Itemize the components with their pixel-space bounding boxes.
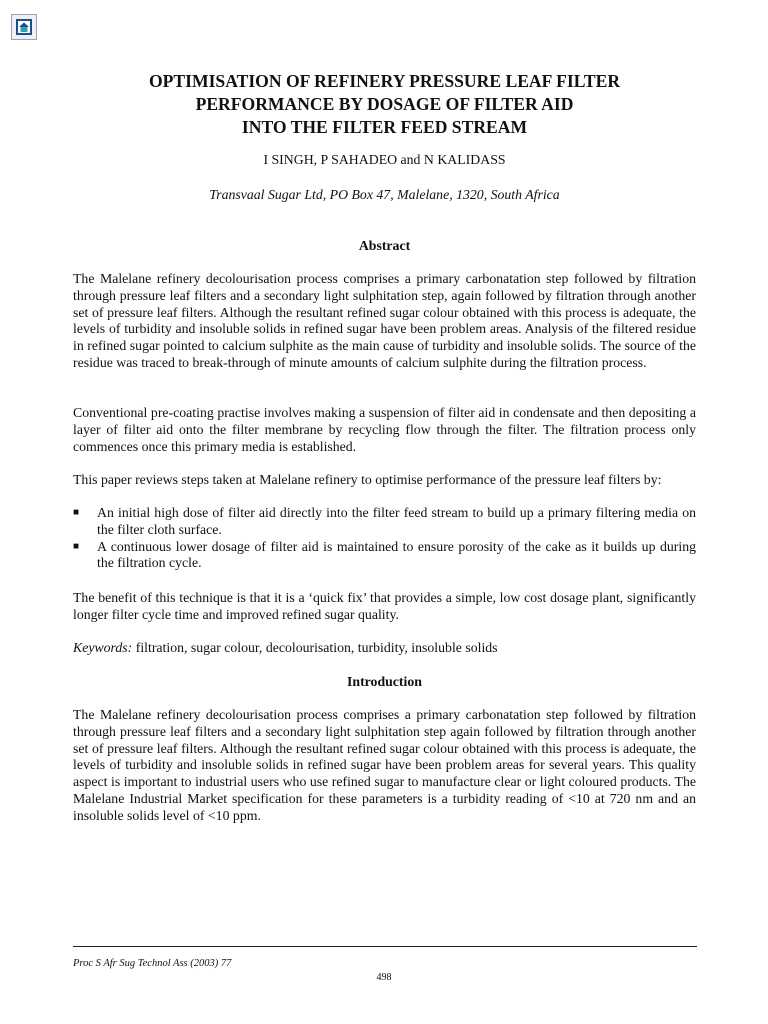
abstract-paragraph: This paper reviews steps taken at Malelane refinery to optimise performance of the pressure leaf filters by: (73, 472, 662, 487)
abstract-paragraph: The benefit of this technique is that it is a ‘quick fix’ that provides a simple, low cost dosage plant, significantly longer filter cycle time and improved refined sugar quality. (73, 590, 696, 622)
list-item-text: A continuous lower dosage of filter aid is maintained to ensure porosity of the cake as it builds up during the filtration cycle. (97, 538, 696, 571)
paper-title (73, 70, 696, 139)
page-number: 498 (376, 972, 392, 983)
list-item (73, 539, 696, 573)
bullet-icon: ■ (73, 540, 80, 552)
footer-divider (73, 946, 697, 947)
home-button[interactable] (11, 14, 37, 40)
bullet-icon: ■ (73, 507, 80, 518)
title-line: OPTIMISATION OF REFINERY PRESSURE LEAF FILTER (148, 71, 621, 91)
abstract-heading: Abstract (358, 238, 411, 253)
list-item-text: An initial high dose of filter aid directly into the filter feed stream to build up a primary filtering media on the filter cloth surface. (97, 505, 696, 537)
authors: I SINGH, P SAHADEO and N KALIDASS (263, 152, 506, 167)
abstract-paragraph: The Malelane refinery decolourisation process comprises a primary carbonatation step followed by filtration through pressure leaf filters and a secondary light sulphitation step, again followed by filtration through another set of pressure leaf filters. Although the resultant refined sugar colour obtained with this process is adequate, the levels of turbidity and insoluble solids in refined sugar have been problem areas. Analysis of the filtered residue in refined sugar pointed to calcium sulphite as the main cause of turbidity and insoluble solids. The source of the residue was traced to break-through of minute amounts of calcium sulphite during the filtration process. (73, 271, 696, 370)
title-line: INTO THE FILTER FEED STREAM (241, 117, 528, 137)
introduction-heading: Introduction (347, 674, 422, 689)
keywords (73, 640, 696, 657)
keywords-text: filtration, sugar colour, decolourisation, turbidity, insoluble solids (132, 640, 498, 655)
title-line: PERFORMANCE BY DOSAGE OF FILTER AID (195, 94, 574, 114)
abstract-bullet-list (73, 505, 696, 572)
footer-citation: Proc S Afr Sug Technol Ass (2003) 77 (73, 958, 232, 969)
home-icon (15, 18, 33, 36)
introduction-paragraph: The Malelane refinery decolourisation process comprises a primary carbonatation step followed by filtration through pressure leaf filters and a secondary light sulphitation step again followed by filtration through another set of pressure leaf filters. Although the resultant refined sugar colour obtained with this process is adequate, the levels of turbidity and insoluble solids in refined sugar have been problem areas for several years. This quality aspect is important to industrial users who use refined sugar to manufacture clear or light coloured products. The Malelane Industrial Market specification for these parameters is a turbidity reading of <10 at 720 nm and an insoluble solids level of <10 ppm. (73, 707, 696, 823)
affiliation: Transvaal Sugar Ltd, PO Box 47, Malelane, 1320, South Africa (209, 187, 560, 202)
keywords-label: Keywords: (73, 640, 133, 655)
list-item (73, 505, 696, 539)
abstract-paragraph: Conventional pre-coating practise involves making a suspension of filter aid in condensate and then depositing a layer of filter aid onto the filter membrane by recycling flow through the filter. The filtration process only commences once this primary media is established. (73, 405, 696, 454)
